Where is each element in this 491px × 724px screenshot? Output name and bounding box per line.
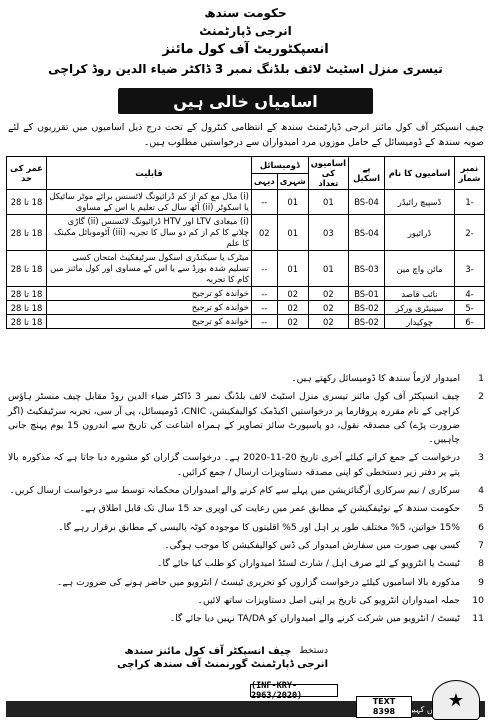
cell-scale: BS-02	[349, 301, 385, 315]
table-row	[7, 287, 485, 301]
table-row	[7, 315, 485, 329]
note-number: 4	[478, 485, 484, 497]
header-inspectorate: انسپکٹوریٹ آف کول مائنز	[162, 42, 329, 57]
header-government: حکومت سندھ	[204, 6, 287, 20]
list-item	[8, 594, 484, 608]
note-text: جملہ امیدواران انٹرویو کی تاریخ پر اپنی اصل دستاویزات ساتھ لائیں۔	[197, 594, 460, 606]
header-department: انرجی ڈپارٹمنٹ	[199, 24, 292, 38]
cell-rural: --	[251, 287, 277, 301]
col-domicile: ڈومیسائل	[251, 157, 308, 174]
anti-corruption-slogan: کہیں	[407, 704, 425, 714]
note-text: کسی بھی صورت میں سفارش امیدوار کی ڈس کوالیفکیشن کا موجب ہوگی۔	[164, 539, 460, 551]
cell-post: سینیٹری ورکر	[385, 301, 455, 315]
list-item	[8, 484, 484, 498]
table-row	[7, 190, 485, 215]
list-item	[8, 539, 484, 553]
col-age: عمر کی حد	[7, 157, 47, 190]
intro-paragraph: چیف انسپکٹر آف کول مائنز انرجی ڈپارٹمنٹ سندھ کے انتظامی کنٹرول کے تحت درج ذیل اسامیوں میں تقرریوں کے لئے صوبہ سندھ کے ڈومیسائل کے حامل موزوں مرد امیدواران سے درخواستیں مطلوب ہیں۔	[8, 122, 484, 148]
col-qualification: قابلیت	[47, 157, 252, 190]
cell-qualification: (i) مڈل مع کم از کم ڈرائیونگ لائسنس برائے موٹر سائیکل یا اسکوٹر (ii) آٹھ سال کی تعلیم یا اس کے مساوی	[47, 190, 252, 215]
note-number: 6	[478, 521, 484, 533]
col-serial: نمبر شمار	[455, 157, 485, 190]
table-row	[7, 251, 485, 287]
signatory-title: چیف انسپکٹر آف کول مائنز سندھ	[124, 646, 292, 657]
instructions-list	[8, 372, 484, 630]
note-text: درخواست کے جمع کرانے کیلئے آخری تاریخ 20-11-2020 ہے۔ درخواست گزاران کو مشورہ دیا جاتا ہے کہ مذکورہ بالا پتے پر دفتر زیر دستخطی کو اپنی مصدقہ دستاویزات ارسال / جمع کرائیں۔	[8, 452, 460, 478]
note-number: 2	[478, 391, 484, 403]
cell-post: مائن واچ مین	[385, 251, 455, 287]
note-text: ٹیسٹ / انٹرویو میں شرکت کرنے والے امیدواران کو TA/DA نہیں دیا جائے گا۔	[169, 613, 460, 625]
cell-scale: BS-02	[349, 315, 385, 329]
table-row	[7, 215, 485, 251]
col-scale: پے اسکیل	[349, 157, 385, 190]
col-urban: شہری	[277, 173, 308, 190]
cell-count: 03	[308, 215, 348, 251]
list-item	[8, 372, 484, 386]
col-post: اسامیوں کا نام	[385, 157, 455, 190]
cell-rural: --	[251, 315, 277, 329]
note-number: 9	[478, 576, 484, 588]
list-item	[8, 502, 484, 516]
note-number: 11	[472, 613, 484, 625]
cell-rural: 02	[251, 215, 277, 251]
reference-number: (INF-KRY-2963/2020)	[250, 684, 338, 697]
note-text: چیف انسپکٹر آف کول مائنز تیسری منزل اسٹیٹ لائف بلڈنگ نمبر 3 ڈاکٹر ضیاء الدین روڈ مقابل چیف منسٹر ہاؤس کراچی کے نام مقررہ پروفارما پر درخواستیں اکیڈمک کوالیفکیشن، CNIC، ڈومیسائل، پی آر سی، تجربہ سرٹیفکیٹ (اگر ضرورت پڑے) کی مصدقہ نقول، دو پاسپورٹ سائز تصاویر کے ہمراہ اشاعت کی تاریخ سے اندرون 15 یوم پہنچ جانی چاہییں۔	[8, 391, 461, 446]
text-label: TEXT	[372, 697, 396, 706]
list-item	[8, 390, 484, 447]
cell-serial: -3	[455, 251, 485, 287]
note-text: 15% خواتین، 5% مختلف طور پر اہل اور 5% اقلیتوں کا موجودہ کوٹہ پالیسی کے مطابق برقرار رہے گا۔	[58, 521, 460, 533]
cell-age: 18 تا 28	[7, 315, 47, 329]
note-number: 10	[472, 594, 484, 606]
cell-scale: BS-03	[349, 251, 385, 287]
note-text: ٹیسٹ یا انٹرویو کے لئے صرف اہل / شارٹ لسٹڈ امیدواران کو طلب کیا جائے گا۔	[157, 558, 460, 570]
note-number: 5	[478, 503, 484, 515]
cell-qualification: (i) میعادی LTV اور HTV ڈرائیونگ لائسنس (ii) گاڑی چلانے کا کم از کم دو سال کا تجربہ (iii) آٹوموبائل مکینک کا علم	[47, 215, 252, 251]
cell-urban: 02	[277, 301, 308, 315]
vacancies-banner: اسامیاں خالی ہیں	[118, 88, 373, 114]
cell-scale: BS-04	[349, 215, 385, 251]
signature-block	[8, 646, 328, 670]
footer-bar	[6, 701, 485, 717]
cell-qualification: خواندہ کو ترجیح	[47, 315, 252, 329]
cell-urban: 01	[277, 251, 308, 287]
signatory-department: انرجی ڈپارٹمنٹ گورنمنٹ آف سندھ کراچی	[117, 659, 328, 670]
cell-serial: -5	[455, 301, 485, 315]
cell-urban: 01	[277, 190, 308, 215]
cell-age: 18 تا 28	[7, 301, 47, 315]
note-text: مذکورہ بالا اسامیوں کیلئے درخواست گزاروں کو تحریری ٹیسٹ / انٹرویو میں حاضر ہونے کی ضرورت ہے۔	[57, 576, 460, 588]
sindh-emblem-icon: ★	[432, 680, 480, 720]
list-item	[8, 612, 484, 626]
note-text: حکومت سندھ کے نوٹیفکیشن کے مطابق عمر میں رعایت کی اوپری حد 15 سال تک قابل اطلاق ہے۔	[79, 503, 460, 515]
cell-scale: BS-04	[349, 190, 385, 215]
col-rural: دیہی	[251, 173, 277, 190]
cell-serial: -1	[455, 190, 485, 215]
cell-serial: -6	[455, 315, 485, 329]
table-row	[7, 301, 485, 315]
cell-qualification: خواندہ کو ترجیح	[47, 301, 252, 315]
cell-age: 18 تا 28	[7, 215, 47, 251]
cell-count: 02	[308, 287, 348, 301]
cell-count: 01	[308, 190, 348, 215]
cell-age: 18 تا 28	[7, 251, 47, 287]
note-text: امیدوار لازماً سندھ کا ڈومیسائل رکھتے ہیں۔	[291, 373, 460, 384]
cell-count: 02	[308, 301, 348, 315]
cell-urban: 02	[277, 287, 308, 301]
text-service-box	[356, 696, 412, 718]
cell-post: ڈسپیچ رائیڈر	[385, 190, 455, 215]
note-number: 7	[478, 539, 484, 551]
signature-label: دستخط	[299, 646, 328, 656]
list-item	[8, 521, 484, 535]
header-address: تیسری منزل اسٹیٹ لائف بلڈنگ نمبر 3 ڈاکٹر ضیاء الدین روڈ کراچی	[48, 62, 443, 76]
cell-post: ڈرائیور	[385, 215, 455, 251]
list-item	[8, 557, 484, 571]
note-number: 3	[478, 452, 484, 464]
cell-count: 02	[308, 315, 348, 329]
cell-urban: 01	[277, 215, 308, 251]
note-text: سرکاری / نیم سرکاری آرگنائزیشن میں پہلے سے کام کرنے والے امیدواران محکمانہ توسط سے درخواست ارسال کریں۔	[9, 485, 460, 497]
table-header-row	[7, 157, 485, 174]
cell-qualification: میٹرک یا سیکنڈری اسکول سرٹیفکیٹ امتحان کسی تسلیم شدہ بورڈ سے یا اس کے مساوی اور کول مائنز میں کام کا تجربہ	[47, 251, 252, 287]
cell-scale: BS-01	[349, 287, 385, 301]
note-number: 8	[478, 558, 484, 570]
cell-post: نائب قاصد	[385, 287, 455, 301]
cell-serial: -2	[455, 215, 485, 251]
note-number: 1	[478, 373, 484, 384]
cell-count: 01	[308, 251, 348, 287]
cell-urban: 02	[277, 315, 308, 329]
vacancies-table	[6, 156, 485, 329]
cell-serial: -4	[455, 287, 485, 301]
cell-age: 18 تا 28	[7, 190, 47, 215]
cell-rural: --	[251, 301, 277, 315]
col-count: اسامیوں کی تعداد	[308, 157, 348, 190]
cell-qualification: خواندہ کو ترجیح	[47, 287, 252, 301]
cell-rural: --	[251, 190, 277, 215]
cell-age: 18 تا 28	[7, 287, 47, 301]
list-item	[8, 576, 484, 590]
list-item	[8, 451, 484, 480]
cell-rural: --	[251, 251, 277, 287]
text-number: 8398	[372, 707, 396, 716]
cell-post: چوکیدار	[385, 315, 455, 329]
